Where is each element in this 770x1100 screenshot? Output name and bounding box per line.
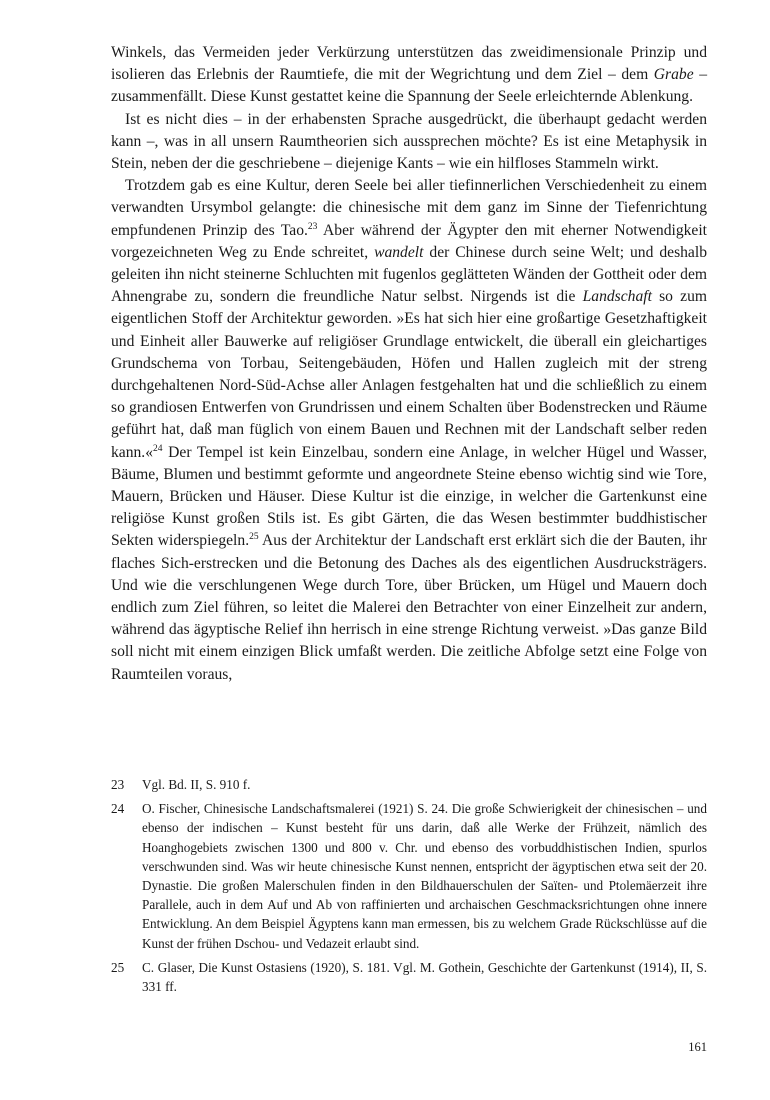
footnotes [111, 775, 707, 1001]
footnote-number: 23 [111, 777, 125, 792]
paragraph-3-part-e: Der Tempel ist kein Einzelbau, sondern eine Anlage, in welcher Hügel und Wasser, Bäume, Blumen und bestimmt geformte und angeordnete Steine ebenso wichtig sind wie Tore, Mauern, Brücken und Häuser. Diese Kultur ist die einzige, in welcher die Gartenkunst eine religiöse Kunst großen Stils ist. Es gibt Gärten, die das Wesen bestimmter buddhistischer Sekten widerspiegeln. [111, 443, 707, 550]
footnote-ref-25[interactable]: 25 [249, 532, 259, 543]
paragraph-1-end: – zusammenfällt. Diese Kunst gestattet keine die Spannung der Seele erleichternde Ablenkung. [111, 66, 708, 106]
footnote-number: 25 [111, 959, 125, 975]
body-text [111, 42, 707, 686]
footnote-24 [111, 799, 707, 953]
italic-wandelt: wandelt [374, 243, 424, 261]
footnote-text: O. Fischer, Chinesische Landschaftsmalerei (1921) S. 24. Die große Schwierigkeit der chinesischen – und ebenso der indischen – Kunst besteht für uns darin, daß alle Werke der Frühzeit, nämlich des Hoanghogebiets zwischen 1300 und 800 v. Chr. und ebenso des vorbuddhistischen Indien, spurlos verschwunden sind. Was wir heute chinesische Kunst nennen, entspricht der ägyptischen etwa seit der 20. Dynastie. Die großen Malerschulen finden in den Bildhauerschulen der Saïten- und Ptolemäerzeit ihre Parallele, auch in dem Auf und Ab von raffinierten und archaischen Geschmacksrichtungen ohne innere Entwicklung. An dem Beispiel Ägyptens kann man ermessen, bis zu welchem Grade Rückschlüsse auf die Kunst der frühen Dschou- und Vedazeit erlaubt sind. [142, 801, 707, 951]
paragraph-3-part-d: so zum eigentlichen Stoff der Architektur geworden. »Es hat sich hier eine großartige Gesetzhaftigkeit und Einheit aller Bauwerke auf religiöser Grundlage entwickelt, die überall ein gleichartiges Grundschema von Torbau, Seitengebäuden, Höfen und Hallen zugleich mit der streng durchgehaltenen Nord-Süd-Achse aller Anlagen festgehalten hat und die schließlich zu einem so grandiosen Entwerfen von Grundrissen und einem Schalten über Bodenstrecken und Räume geführt hat, daß man füglich von einem Bauen und Rechnen mit der Landschaft selber reden kann.« [111, 288, 707, 461]
footnote-text: C. Glaser, Die Kunst Ostasiens (1920), S. 181. Vgl. M. Gothein, Geschichte der Gartenkunst (1914), II, S. 331 ff. [142, 959, 707, 995]
paragraph-3-part-c: der Chinese durch seine Welt; und deshalb geleiten ihn nicht steinerne Schluchten mit fugenlos geglätteten Wänden der Gottheit oder dem Ahnengrabe zu, sondern die freundliche Natur selbst. Nirgends ist die [111, 243, 707, 306]
paragraph-1 [111, 42, 707, 109]
page-content [111, 42, 707, 686]
italic-landschaft: Landschaft [582, 288, 652, 306]
paragraph-2: Ist es nicht dies – in der erhabensten Sprache ausgedrückt, die überhaupt gedacht werden kann –, was in all unsern Raumtheorien sich aussprechen möchte? Es ist eine Metaphysik in Stein, neben der die geschriebene – diejenige Kants – wie ein hilfloses Stammeln wirkt. [111, 110, 707, 173]
page-number: 161 [688, 1040, 707, 1054]
footnote-number: 24 [111, 801, 125, 817]
paragraph-3-part-b: Aber während der Ägypter den mit eherner Notwendigkeit vorgezeichneten Weg zu Ende schreitet, [111, 221, 707, 261]
paragraph-1-text: Winkels, das Vermeiden jeder Verkürzung unterstützen das zweidimensionale Prinzip und isolieren das Erlebnis der Raumtiefe, die mit der Wegrichtung und dem Ziel – dem [111, 44, 707, 84]
italic-grabe: Grabe [653, 66, 694, 84]
footnote-ref-23[interactable]: 23 [307, 221, 318, 232]
footnote-23 [111, 775, 707, 794]
paragraph-3-part-f: Aus der Architektur der Landschaft erst erklärt sich die der Bauten, ihr flaches Sich-erstrecken und die Betonung des Daches als des eigentlichen Ausdrucksträgers. Und wie die verschlungenen Wege durch Tore, über Brücken, um Hügel und Mauern doch endlich zum Ziel führen, so leitet die Malerei den Betrachter von einer Einzelheit zur andern, während das ägyptische Relief ihn herrisch in eine strenge Richtung verweist. »Das ganze Bild soll nicht mit einem einzigen Blick umfaßt werden. Die zeitliche Abfolge setzt eine Folge von Raumteilen voraus, [111, 532, 707, 683]
paragraph-3 [111, 175, 707, 686]
footnote-ref-24[interactable]: 24 [153, 443, 163, 454]
paragraph-3-part-a: Trotzdem gab es eine Kultur, deren Seele bei aller tiefinnerlichen Verschiedenheit zu einem verwandten Ursymbol gelangte: die chinesische mit dem ganz im Sinne der Tiefenrichtung empfundenen Prinzip des Tao. [111, 177, 707, 239]
footnote-text: Vgl. Bd. II, S. 910 f. [142, 777, 251, 792]
footnote-25 [111, 958, 707, 996]
